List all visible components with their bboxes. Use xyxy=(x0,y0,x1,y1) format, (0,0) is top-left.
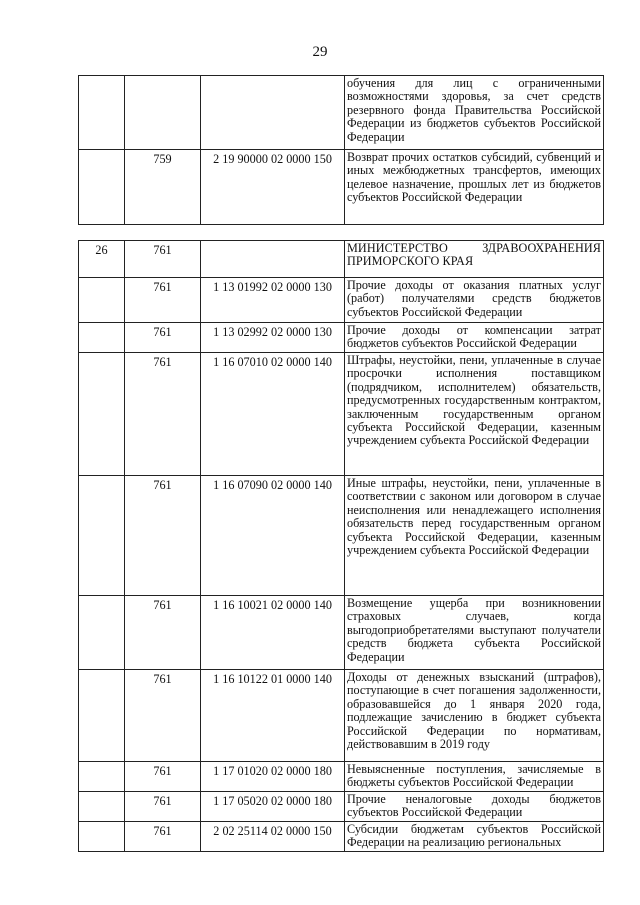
revenue-description: Прочие неналоговые доходы бюджетов субъектов Российской Федерации xyxy=(345,792,604,822)
admin-code: 761 xyxy=(125,822,201,852)
revenue-code: 1 16 10021 02 0000 140 xyxy=(201,596,345,670)
table-row xyxy=(79,670,604,762)
revenue-description: Невыясненные поступления, зачисляемые в бюджеты субъектов Российской Федерации xyxy=(345,762,604,792)
row-number xyxy=(79,792,125,822)
revenue-code: 1 13 02992 02 0000 130 xyxy=(201,323,345,353)
revenue-code: 1 17 01020 02 0000 180 xyxy=(201,762,345,792)
table-row xyxy=(79,476,604,596)
page-number: 29 xyxy=(312,44,328,60)
revenue-table-ministry xyxy=(78,240,604,852)
admin-code: 761 xyxy=(125,476,201,596)
admin-code: 761 xyxy=(125,596,201,670)
revenue-code: 1 16 07010 02 0000 140 xyxy=(201,353,345,476)
revenue-code xyxy=(201,241,345,278)
row-number xyxy=(79,353,125,476)
revenue-description: Иные штрафы, неустойки, пени, уплаченные в соответствии с законом или договором в случае неисполнения или ненадлежащего исполнения обязательств перед государственным органом субъекта Российской Федерации, казенным учреждением субъекта Российской Федерации xyxy=(345,476,604,596)
revenue-description: Прочие доходы от оказания платных услуг (работ) получателями средств бюджетов субъектов Российской Федерации xyxy=(345,278,604,323)
ministry-title: МИНИСТЕРСТВО ЗДРАВООХРАНЕНИЯ ПРИМОРСКОГО КРАЯ xyxy=(345,241,604,278)
table-row xyxy=(79,596,604,670)
revenue-description: Возмещение ущерба при возникновении страховых случаев, когда выгодоприобретателями выступают получатели средств бюджета субъекта Российской Федерации xyxy=(345,596,604,670)
revenue-description: Штрафы, неустойки, пени, уплаченные в случае просрочки исполнения поставщиком (подрядчиком, исполнителем) обязательств, предусмотренных государственным контрактом, заключенным государственным органом субъекта Российской Федерации, казенным учреждением субъекта Российской Федерации xyxy=(345,353,604,476)
revenue-code xyxy=(201,76,345,150)
row-number xyxy=(79,278,125,323)
row-number xyxy=(79,476,125,596)
table-row xyxy=(79,278,604,323)
admin-code: 759 xyxy=(125,150,201,225)
admin-code: 761 xyxy=(125,792,201,822)
admin-code: 761 xyxy=(125,762,201,792)
table-row xyxy=(79,822,604,852)
table-row xyxy=(79,353,604,476)
row-number xyxy=(79,670,125,762)
admin-code: 761 xyxy=(125,241,201,278)
revenue-code: 2 19 90000 02 0000 150 xyxy=(201,150,345,225)
revenue-code: 1 16 10122 01 0000 140 xyxy=(201,670,345,762)
table-row xyxy=(79,762,604,792)
row-number xyxy=(79,822,125,852)
row-number xyxy=(79,596,125,670)
revenue-description: Субсидии бюджетам субъектов Российской Федерации на реализацию региональных xyxy=(345,822,604,852)
revenue-code: 1 13 01992 02 0000 130 xyxy=(201,278,345,323)
table-row xyxy=(79,150,604,225)
table-row xyxy=(79,792,604,822)
row-number: 26 xyxy=(79,241,125,278)
revenue-description: Доходы от денежных взысканий (штрафов), поступающие в счет погашения задолженности, образовавшейся до 1 января 2020 года, подлежащие зачислению в бюджет субъекта Российской Федерации по нормативам, действовавшим в 2019 году xyxy=(345,670,604,762)
admin-code: 761 xyxy=(125,323,201,353)
admin-code: 761 xyxy=(125,353,201,476)
revenue-description: обучения для лиц с ограниченными возможностями здоровья, за счет средств резервного фонда Правительства Российской Федерации из бюджетов субъектов Российской Федерации xyxy=(345,76,604,150)
row-number xyxy=(79,762,125,792)
revenue-code: 1 17 05020 02 0000 180 xyxy=(201,792,345,822)
table-row xyxy=(79,323,604,353)
admin-code: 761 xyxy=(125,670,201,762)
table-row xyxy=(79,241,604,278)
revenue-code: 2 02 25114 02 0000 150 xyxy=(201,822,345,852)
table-row xyxy=(79,76,604,150)
row-number xyxy=(79,76,125,150)
revenue-description: Прочие доходы от компенсации затрат бюджетов субъектов Российской Федерации xyxy=(345,323,604,353)
revenue-table-continued xyxy=(78,75,604,225)
admin-code xyxy=(125,76,201,150)
row-number xyxy=(79,323,125,353)
admin-code: 761 xyxy=(125,278,201,323)
revenue-code: 1 16 07090 02 0000 140 xyxy=(201,476,345,596)
row-number xyxy=(79,150,125,225)
revenue-description: Возврат прочих остатков субсидий, субвенций и иных межбюджетных трансфертов, имеющих целевое назначение, прошлых лет из бюджетов субъектов Российской Федерации xyxy=(345,150,604,225)
